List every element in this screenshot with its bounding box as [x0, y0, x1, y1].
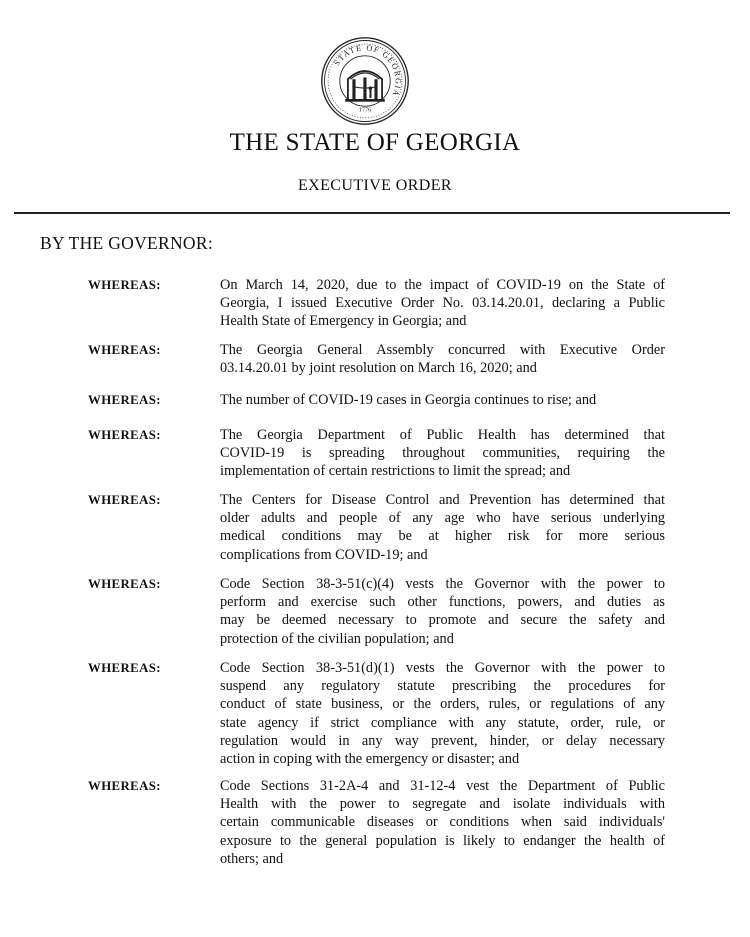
clause-line: medical conditions may be at higher risk for more serious: [220, 528, 665, 545]
georgia-seal-icon: [320, 36, 410, 126]
clause-line: The Centers for Disease Control and Prevention has determined that: [220, 492, 665, 508]
clause-line: 03.14.20.01 by joint resolution on March 16, 2020; and: [220, 360, 537, 377]
clause-line: The Georgia General Assembly concurred with Executive Order: [220, 342, 665, 358]
clause-line: others; and: [220, 850, 284, 867]
state-seal: [320, 36, 410, 126]
clause-line: Code Sections 31-2A-4 and 31-12-4 vest the Department of Public: [220, 778, 665, 794]
clause-line: The Georgia Department of Public Health has determined that: [220, 427, 665, 443]
clause-text: [220, 341, 665, 377]
clause-line: The number of COVID-19 cases in Georgia continues to rise; and: [220, 392, 597, 408]
clause-label: WHEREAS:: [88, 278, 161, 292]
clause-text: [220, 777, 665, 868]
clause-label: WHEREAS:: [88, 779, 161, 793]
document-subtitle: EXECUTIVE ORDER: [298, 177, 452, 194]
clause-line: protection of the civilian population; and: [220, 630, 454, 647]
clause-line: may be deemed necessary to promote and secure the safety and: [220, 612, 665, 629]
clause-line: implementation of certain restrictions to limit the spread; and: [220, 463, 571, 480]
clause-text: [220, 426, 665, 481]
clause-line: Health with the power to segregate and isolate individuals with: [220, 796, 665, 813]
clause-line: COVID-19 is spreading throughout communities, requiring the: [220, 445, 665, 462]
clause-line: older adults and people of any age who have serious underlying: [220, 510, 665, 527]
clause-line: Code Section 38-3-51(c)(4) vests the Governor with the power to: [220, 576, 665, 592]
header-divider: [14, 212, 730, 214]
clause-label: WHEREAS:: [88, 577, 161, 591]
clause-text: [220, 276, 665, 331]
clause-line: complications from COVID-19; and: [220, 546, 428, 563]
preamble-heading: BY THE GOVERNOR:: [40, 233, 213, 253]
clause-line: exposure to the general population is likely to endanger the health of: [220, 832, 665, 849]
clause-line: perform and exercise such other functions, powers, and duties as: [220, 594, 665, 611]
clause-line: state agency if strict compliance with any statute, order, rule, or: [220, 714, 665, 731]
clause-text: [220, 575, 665, 648]
clause-text: [220, 659, 665, 768]
clause-label: WHEREAS:: [88, 428, 161, 442]
clause-line: conduct of state business, or the orders, rules, or regulations of any: [220, 696, 665, 713]
clause-text: [220, 491, 665, 564]
clause-line: Code Section 38-3-51(d)(1) vests the Governor with the power to: [220, 660, 665, 676]
clause-line: action in coping with the emergency or disaster; and: [220, 751, 520, 768]
clause-line: suspend any regulatory statute prescribing the procedures for: [220, 678, 665, 695]
document-title: THE STATE OF GEORGIA: [229, 129, 521, 156]
clause-line: certain communicable diseases or conditions when said individuals': [220, 814, 665, 831]
clause-line: Health State of Emergency in Georgia; and: [220, 313, 467, 330]
svg-text:1776: 1776: [358, 106, 372, 114]
clause-label: WHEREAS:: [88, 343, 161, 357]
clause-label: WHEREAS:: [88, 661, 161, 675]
clause-line: Georgia, I issued Executive Order No. 03.14.20.01, declaring a Public: [220, 295, 665, 312]
clause-line: On March 14, 2020, due to the impact of COVID-19 on the State of: [220, 277, 665, 293]
clause-label: WHEREAS:: [88, 493, 161, 507]
svg-text:STATE OF GEORGIA: STATE OF GEORGIA: [332, 43, 403, 99]
clause-text: [220, 391, 665, 409]
clause-line: regulation would in any way prevent, hinder, or delay necessary: [220, 732, 665, 749]
clause-label: WHEREAS:: [88, 393, 161, 407]
